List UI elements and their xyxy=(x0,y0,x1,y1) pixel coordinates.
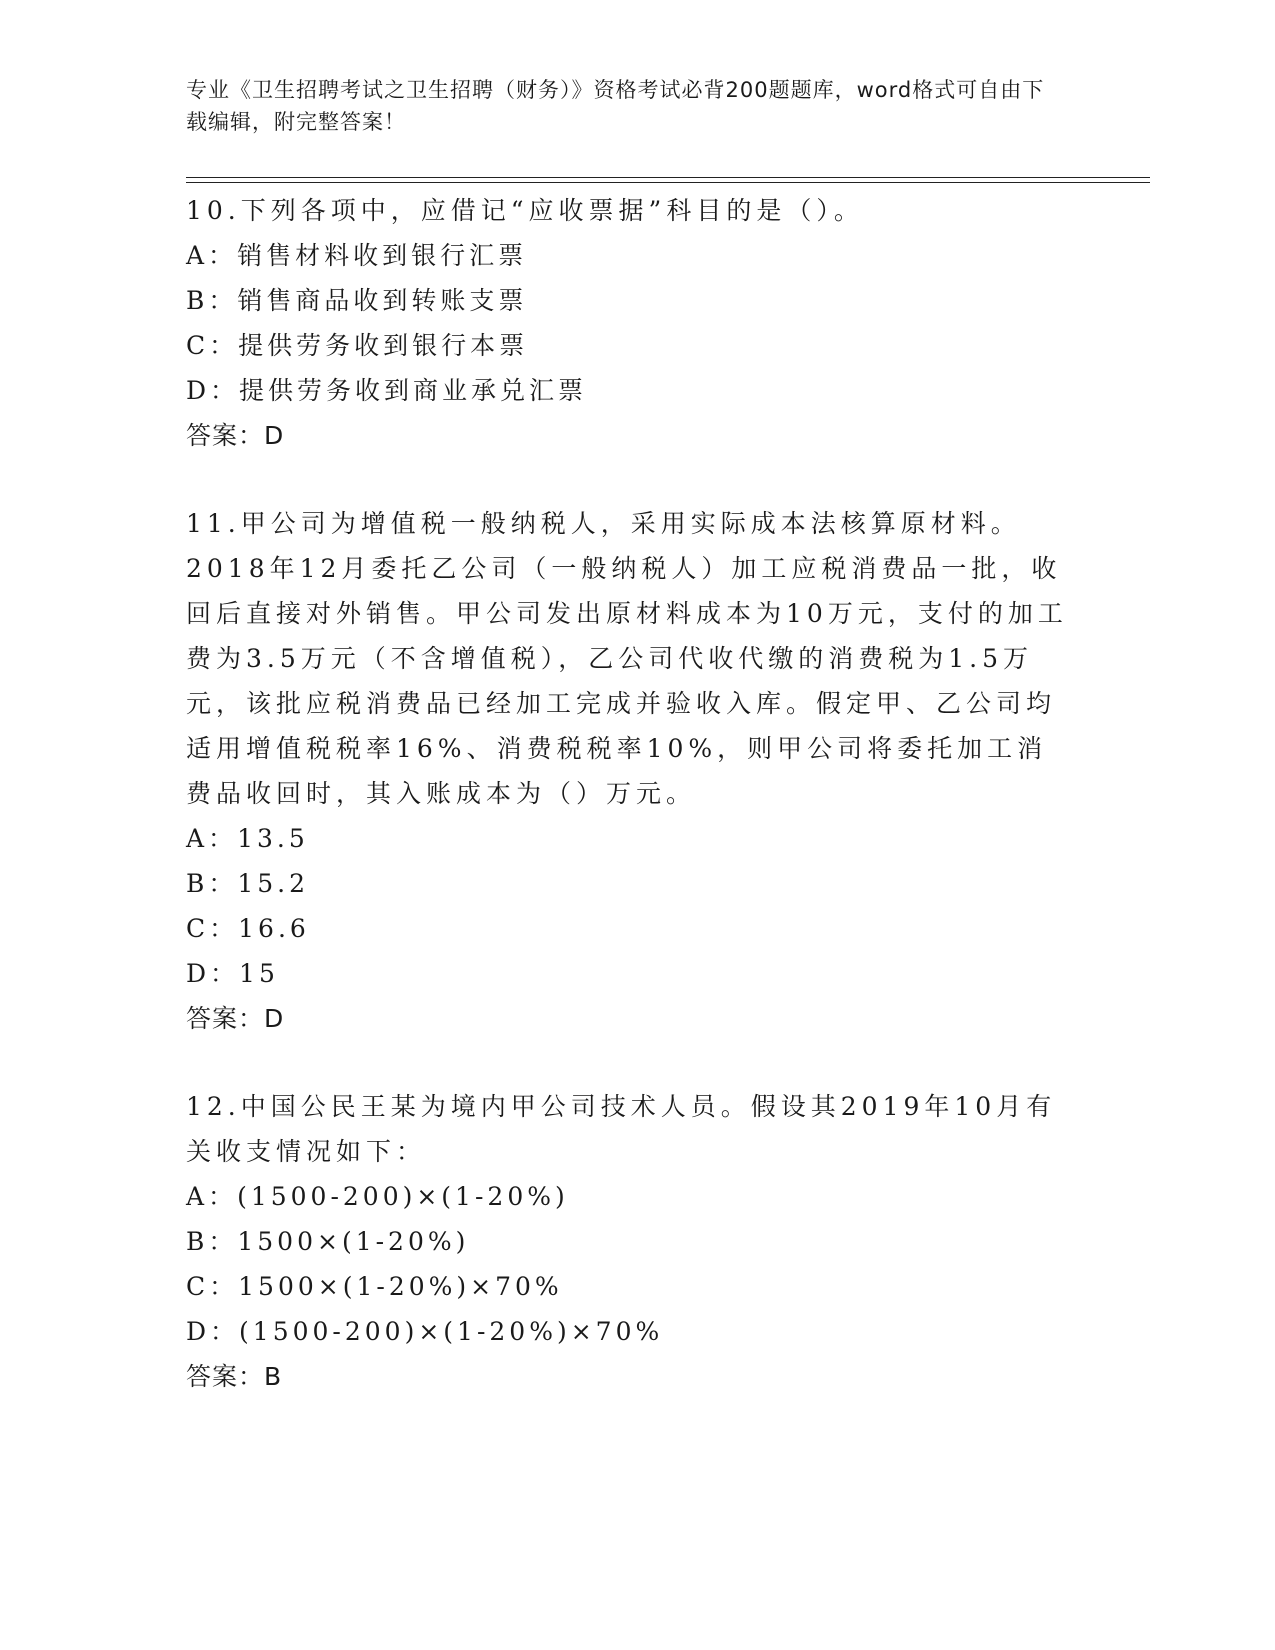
answer-value: D xyxy=(264,421,285,450)
option-letter: B： xyxy=(186,286,238,315)
option-d xyxy=(186,368,1076,413)
option-a xyxy=(186,233,1076,278)
question-text: 10.下列各项中，应借记“应收票据”科目的是（）。 xyxy=(186,196,864,225)
option-letter: D： xyxy=(186,959,240,988)
answer-label: 答案： xyxy=(186,421,265,450)
option-text: 1500×(1-20%) xyxy=(237,1227,470,1256)
answer-line xyxy=(186,996,1076,1041)
question-11 xyxy=(186,501,1076,1041)
option-letter: C： xyxy=(186,331,239,360)
answer-line xyxy=(186,1354,1076,1399)
option-text: 销售商品收到转账支票 xyxy=(237,286,528,315)
option-d xyxy=(186,1309,1076,1354)
answer-label: 答案： xyxy=(186,1362,265,1391)
option-letter: D： xyxy=(186,1317,240,1346)
option-text: 1500×(1-20%)×70% xyxy=(238,1272,563,1301)
option-letter: A： xyxy=(186,1182,238,1211)
header-rule-top xyxy=(186,177,1150,178)
question-12 xyxy=(186,1084,1076,1399)
option-letter: B： xyxy=(186,869,238,898)
option-b xyxy=(186,861,1076,906)
header-rule-bottom xyxy=(186,182,1150,183)
document-header: 专业《卫生招聘考试之卫生招聘（财务）》资格考试必背200题题库，word格式可自由下载编辑，附完整答案！ xyxy=(186,78,1045,134)
option-c xyxy=(186,906,1076,951)
question-10 xyxy=(186,188,1076,458)
option-letter: C： xyxy=(186,1272,239,1301)
answer-line xyxy=(186,413,1076,458)
option-b xyxy=(186,278,1076,323)
option-text: (1500-200)×(1-20%) xyxy=(237,1182,569,1211)
option-letter: D： xyxy=(186,376,240,405)
option-text: 提供劳务收到银行本票 xyxy=(238,331,529,360)
option-text: 提供劳务收到商业承兑汇票 xyxy=(239,376,588,405)
option-text: 15.2 xyxy=(237,869,310,898)
option-text: 销售材料收到银行汇票 xyxy=(237,241,528,270)
option-a xyxy=(186,816,1076,861)
question-text: 12.中国公民王某为境内甲公司技术人员。假设其2019年10月有关收支情况如下： xyxy=(186,1092,1057,1166)
option-text: (1500-200)×(1-20%)×70% xyxy=(239,1317,664,1346)
answer-value: D xyxy=(264,1004,285,1033)
option-letter: A： xyxy=(186,824,238,853)
question-list xyxy=(186,188,1076,1442)
question-text: 11.甲公司为增值税一般纳税人，采用实际成本法核算原材料。2018年12月委托乙公司（一般纳税人）加工应税消费品一批，收回后直接对外销售。甲公司发出原材料成本为10万元，支付的加工费为3.5万元（不含增值税），乙公司代收代缴的消费税为1.5万元，该批应税消费品已经加工完成并验收入库。假定甲、乙公司均适用增值税税率16%、消费税税率10%，则甲公司将委托加工消费品收回时，其入账成本为（）万元。 xyxy=(186,509,1068,808)
option-text: 15 xyxy=(239,959,279,988)
option-text: 13.5 xyxy=(237,824,309,853)
answer-label: 答案： xyxy=(186,1004,265,1033)
option-letter: C： xyxy=(186,914,239,943)
answer-value: B xyxy=(264,1362,283,1391)
option-c xyxy=(186,1264,1076,1309)
option-letter: B： xyxy=(186,1227,238,1256)
option-b xyxy=(186,1219,1076,1264)
option-text: 16.6 xyxy=(238,914,310,943)
option-d xyxy=(186,951,1076,996)
option-c xyxy=(186,323,1076,368)
option-a xyxy=(186,1174,1076,1219)
option-letter: A： xyxy=(186,241,238,270)
